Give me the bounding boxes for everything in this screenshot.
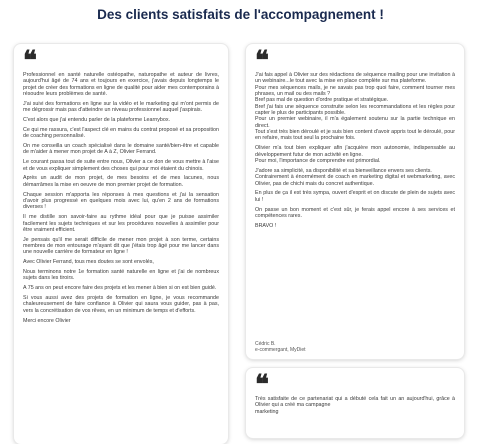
testimonial-paragraph: Si vous aussi avez des projets de formation en ligne, je vous recommande chaleureusement de faire confiance à Olivier qui saura vous guider, pas à pas, vers la concrétisation de vos rêves, en un minimum de temps et d'efforts.: [23, 295, 219, 314]
testimonial-signature: [255, 341, 306, 353]
testimonial-paragraph: Bref pas mal de question d'ordre pratique et stratégique.: [255, 97, 389, 104]
testimonial-paragraph: Pour un premier webinaire, il m'a également soutenu sur la partie technique en direct.: [255, 116, 455, 129]
author-role: e-commergant, MyDiet: [255, 347, 306, 354]
testimonial-paragraph: Chaque session m'apporta les réponses à mes questions et j'ai la sensation d'avoir plus progressé en quelques mois avec lui, qu'en 2 ans de formations diverses !: [23, 191, 219, 211]
testimonial-card-1: [14, 44, 228, 444]
testimonial-paragraph: Professionnel en santé naturelle ostéopathe, naturopathe et auteur de livres, aujourd'hui âgé de 74 ans et toujours en exercice, j'avais depuis longtemps le projet de créer des formations en ligne de qualité pour aider mes contemporains à résoudre leurs problèmes de santé.: [23, 72, 219, 98]
page-title: Des clients satisfaits de l'accompagnement !: [97, 7, 384, 22]
testimonial-paragraph: Olivier m'a tout bien expliquer afin j'acquière mon autonomie, indispensable au développement futur de mon activité en ligne.: [255, 145, 455, 158]
testimonial-paragraph: Ce qui me rassura, c'est l'aspect clé en mains du contrat proposé et sa proposition de coaching personnalisé.: [23, 126, 219, 140]
testimonial-paragraph: Pour mes séquences mails, je ne savais pas trop quoi faire, comment tourner mes phrases, un mail ou des mails ?: [255, 84, 455, 98]
testimonial-paragraph: On me conseilla un coach spécialisé dans le domaine santé/bien-être et capable de m'aider à mener mon projet de A à Z, Olivier Ferrand.: [23, 143, 219, 156]
testimonial-paragraph: Merci encore Olivier: [23, 317, 71, 324]
testimonial-paragraph: BRAVO !: [255, 222, 277, 229]
testimonial-paragraph: Je pensais qu'il me serait difficile de mener mon projet à son terme, certains membres de mon entourage m'ayant dit que j'étais trop âgé pour me lancer dans une nouvelle carrière de formateur en ligne !: [23, 236, 219, 256]
quote-icon: ❝: [255, 46, 266, 76]
testimonial-paragraph: marketing: [255, 408, 279, 415]
quote-icon: ❝: [23, 46, 34, 76]
testimonial-paragraph: Après un audit de mon projet, de mes besoins et de mes lacunes, nous démarrâmes la mise en oeuvre de mon premier projet de formation.: [23, 175, 219, 188]
testimonial-paragraph: Contrairement à énormément de coach en marketing digital et webmarketing, avec Olivier, pas de chichi mais du concret authentique.: [255, 174, 455, 187]
testimonial-card-3: [246, 368, 464, 438]
testimonial-paragraph: J'adore sa simplicité, sa disponibilité et sa bienveillance envers ses clients.: [255, 167, 432, 174]
testimonial-paragraph: A 75 ans on peut encore faire des projets et les mener à bien si on est bien guidé.: [23, 285, 217, 292]
testimonial-paragraph: J'ai suivi des formations en ligne sur la vidéo et le marketing qui m'ont permis de me dégrossir mais pas d'atteindre un niveau professionnel auquel j'aspirais.: [23, 100, 219, 114]
quote-icon: ❝: [255, 370, 266, 400]
testimonial-paragraph: Très satisfaite de ce partenariat qui a débuté cela fait un an aujourd'hui, grâce à Olivier qui a créé ma campagne: [255, 396, 455, 409]
author-name: Cédric B.: [255, 341, 276, 347]
testimonial-paragraph: Le courant passa tout de suite entre nous, Olivier a ce don de vous mettre à l'aise et de vous expliquer simplement des choses qui pour moi étaient du chinois.: [23, 159, 219, 172]
testimonial-paragraph: Bref j'ai fais une séquence construite selon les recommandations et les règles pour capter le plus de participants possible.: [255, 103, 455, 117]
testimonial-paragraph: Avec Olivier Ferrand, tous mes doutes se sont envolés,: [23, 259, 154, 266]
testimonial-paragraph: J'ai fais appel à Olivier sur des rédactions de séquence mailing pour une invitation à un webinaire...le tout avec la mise en place complète sur ma plateforme.: [255, 72, 455, 85]
testimonial-paragraph: Pour moi, l'importance de comprendre est primordial.: [255, 157, 381, 164]
testimonial-paragraph: Nous terminons notre 1e formation santé naturelle en ligne et j'ai de nombreux sujets dans les tiroirs.: [23, 269, 219, 282]
testimonial-paragraph: En plus de ça il est très sympa, ouvert d'esprit et on discute de plein de sujets avec lui !: [255, 190, 455, 203]
testimonial-paragraph: On passe un bon moment et c'est sûr, je ferais appel encore à ses services et compétences rares.: [255, 206, 455, 219]
testimonial-card-2: [246, 44, 464, 359]
testimonial-paragraph: C'est alors que j'ai entendu parler de la plateforme Learnybox.: [23, 117, 171, 124]
testimonial-paragraph: Il me distille son savoir-faire au rythme idéal pour que je puisse assimiler facilement les sujets techniques et sur les procédures nouvelles à assimiler pour être vraiment efficient.: [23, 214, 219, 233]
testimonial-paragraph: Tout s'est très bien déroulé et je suis bien content d'avoir appris tout le déroulé, pour en refaire, mais tout seul la prochaine fois.: [255, 129, 455, 142]
